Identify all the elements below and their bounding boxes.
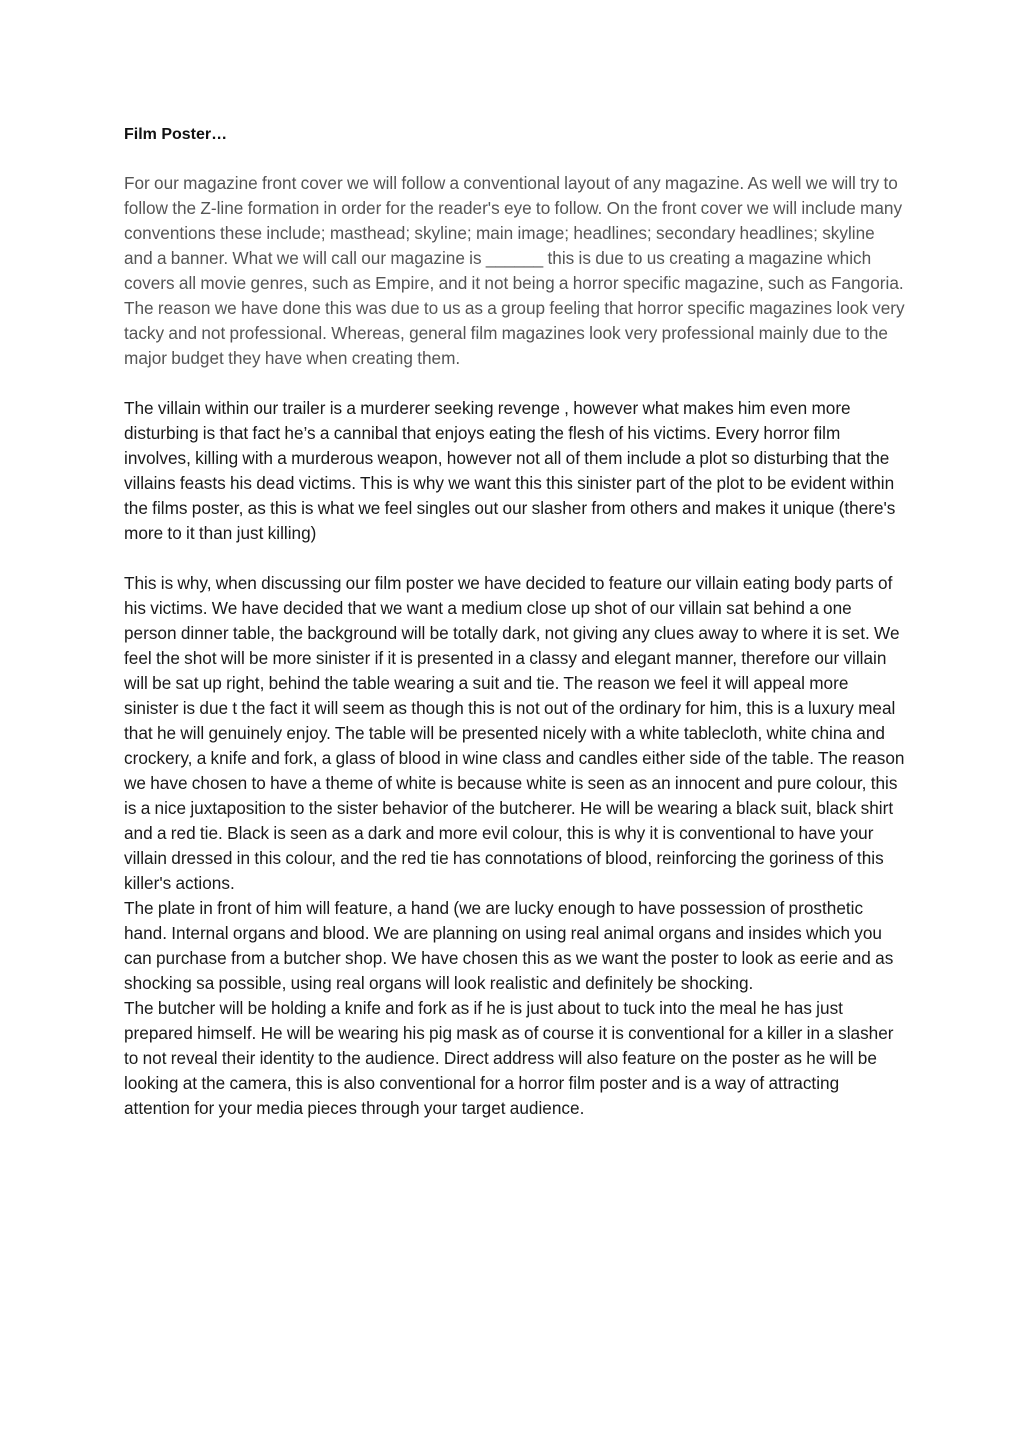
paragraph-poster-concept: This is why, when discussing our film poster we have decided to feature our villain eating body parts of his victims. We have decided that we want a medium close up shot of our villain sat behind a one person dinner table, the background will be totally dark, not giving any clues away to where it is set. We feel the shot will be more sinister if it is presented in a classy and elegant manner, therefore our villain will be sat up right, behind the table wearing a suit and tie. The reason we feel it will appeal more sinister is due t the fact it will seem as though this is not out of the ordinary for him, this is a luxury meal that he will genuinely enjoy. The table will be presented nicely with a white tablecloth, white china and crockery, a knife and fork, a glass of blood in wine class and candles either side of the table. The reason we have chosen to have a theme of white is because white is seen as an innocent and pure colour, this is a nice juxtaposition to the sister behavior of the butcherer. He will be wearing a black suit, black shirt and a red tie. Black is seen as a dark and more evil colour, this is why it is conventional to have your villain dressed in this colour, and the red tie has connotations of blood, reinforcing the goriness of this killer's actions.	[124, 573, 905, 893]
paragraph-gap	[124, 546, 906, 571]
paragraph-plate: The plate in front of him will feature, a hand (we are lucky enough to have possession of prosthetic hand. Internal organs and blood. We are planning on using real animal organs and insides which you can purchase from a butcher shop. We have chosen this as we want the poster to look as eerie and as shocking sa possible, using real organs will look realistic and definitely be shocking.	[124, 898, 894, 993]
paragraph-magazine-cover: For our magazine front cover we will follow a conventional layout of any magazine. As well we will try to follow the Z-line formation in order for the reader's eye to follow. On the front cover we will include many conventions these include; masthead; skyline; main image; headlines; secondary headlines; skyline and a banner. What we will call our magazine is ______ this is due to us creating a magazine which covers all movie genres, such as Empire, and it not being a horror specific magazine, such as Fangoria. The reason we have done this was due to us as a group feeling that horror specific magazines look very tacky and not professional. Whereas, general film magazines look very professional mainly due to the major budget they have when creating them.	[124, 173, 905, 368]
document-body	[124, 122, 906, 1121]
paragraph-gap	[124, 371, 906, 396]
document-title: Film Poster…	[124, 126, 228, 143]
paragraph-butcher: The butcher will be holding a knife and fork as if he is just about to tuck into the meal he has just prepared himself. He will be wearing his pig mask as of course it is conventional for a killer in a slasher to not reveal their identity to the audience. Direct address will also feature on the poster as he will be looking at the camera, this is also conventional for a horror film poster and is a way of attracting attention for your media pieces through your target audience.	[124, 998, 894, 1118]
paragraph-villain: The villain within our trailer is a murderer seeking revenge , however what makes him even more disturbing is that fact he’s a cannibal that enjoys eating the flesh of his victims. Every horror film involves, killing with a murderous weapon, however not all of them include a plot so disturbing that the villains feasts his dead victims. This is why we want this this sinister part of the plot to be evident within the films poster, as this is what we feel singles out our slasher from others and makes it unique (there's more to it than just killing)	[124, 398, 896, 543]
